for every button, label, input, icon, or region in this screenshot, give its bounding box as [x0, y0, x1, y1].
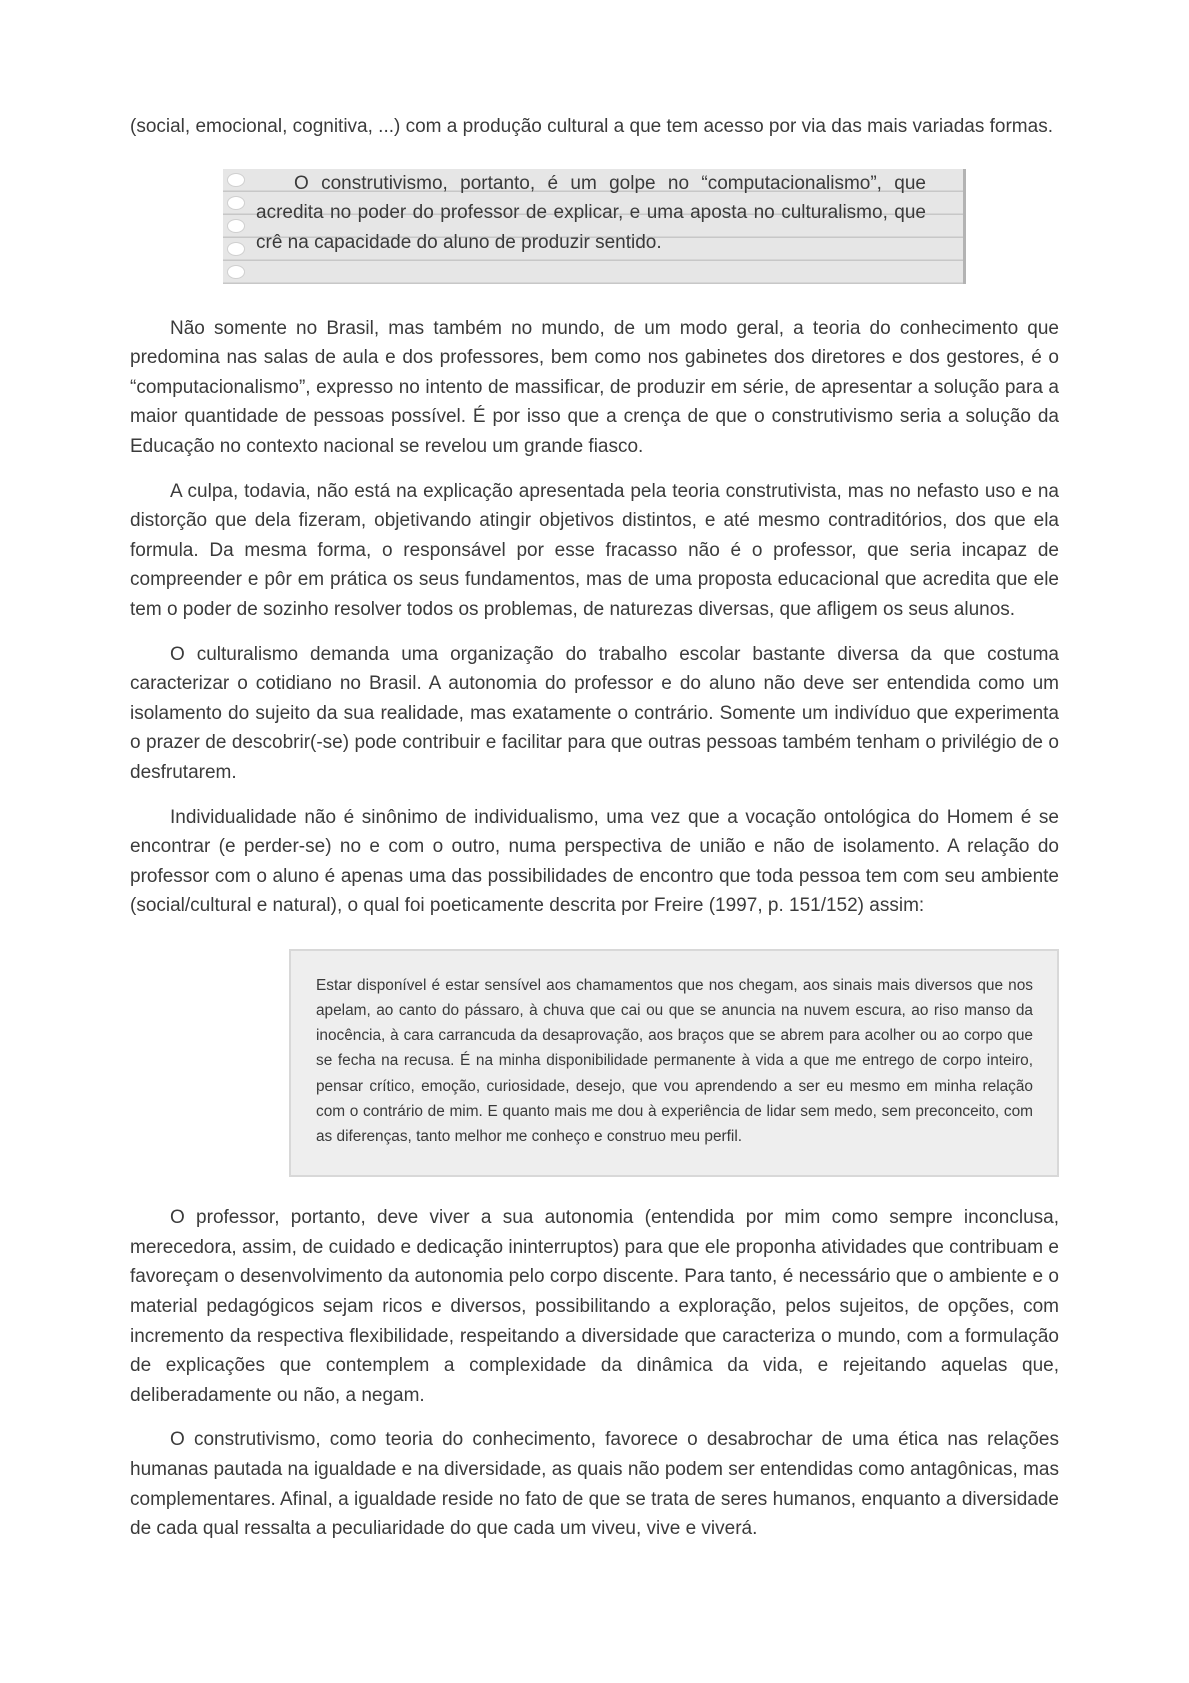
- freire-quote-box: [289, 949, 1059, 1177]
- paragraph-culturalismo: O culturalismo demanda uma organização do trabalho escolar bastante diversa da que costuma caracterizar o cotidiano no Brasil. A autonomia do professor e do aluno não deve ser entendida como um isolamento do sujeito da sua realidade, mas exatamente o contrário. Somente um indivíduo que experimenta o prazer de descobrir(-se) pode contribuir e facilitar para que outras pessoas também tenham o privilégio de o desfrutarem.: [130, 643, 1059, 783]
- highlight-note-box: [223, 169, 966, 284]
- paragraph-autonomia: O professor, portanto, deve viver a sua autonomia (entendida por mim como sempre inconclusa, merecedora, assim, de cuidado e dedicação ininterruptos) para que ele proponha atividades que contribuam e favoreçam o desenvolvimento da autonomia pelo corpo discente. Para tanto, é necessário que o ambiente e o material pedagógicos sejam ricos e diversos, possibilitando a exploração, pelos sujeitos, de opções, com incremento da respectiva flexibilidade, respeitando a diversidade que caracteriza o mundo, com a formulação de explicações que contemplem a complexidade da dinâmica da vida, e rejeitando aquelas que, deliberadamente ou não, a negam.: [130, 1207, 1059, 1406]
- paragraph-computacionalismo: Não somente no Brasil, mas também no mundo, de um modo geral, a teoria do conhecimento que predomina nas salas de aula e dos professores, bem como nos gabinetes dos diretores e dos gestores, é o “computacionalismo”, expresso no intento de massificar, de produzir em série, de apresentar a solução para a maior quantidade de pessoas possível. É por isso que a crença de que o construtivismo seria a solução da Educação no contexto nacional se revelou um grande fiasco.: [130, 317, 1059, 457]
- intro-paragraph: (social, emocional, cognitiva, ...) com a produção cultural a que tem acesso por via das mais variadas formas.: [130, 116, 1053, 137]
- notebook-rings-icon: [221, 169, 247, 284]
- paragraph-culpa: A culpa, todavia, não está na explicação apresentada pela teoria construtivista, mas no nefasto uso e na distorção que dela fizeram, objetivando atingir objetivos distintos, e até mesmo contraditórios, dos que ela formula. Da mesma forma, o responsável por esse fracasso não é o professor, que seria incapaz de compreender e pôr em prática os seus fundamentos, mas de uma proposta educacional que acredita que ele tem o poder de sozinho resolver todos os problemas, de naturezas diversas, que afligem os seus alunos.: [130, 480, 1059, 620]
- paragraph-etica: O construtivismo, como teoria do conhecimento, favorece o desabrochar de uma ética nas relações humanas pautada na igualdade e na diversidade, as quais não podem ser entendidas como antagônicas, mas complementares. Afinal, a igualdade reside no fato de que se trata de seres humanos, enquanto a diversidade de cada qual ressalta a peculiaridade do que cada um viveu, vive e viverá.: [130, 1429, 1059, 1540]
- freire-quote-text: Estar disponível é estar sensível aos chamamentos que nos chegam, aos sinais mais diversos que nos apelam, ao canto do pássaro, à chuva que cai ou que se anuncia na nuvem escura, ao riso manso da inocência, à cara carrancuda da desaprovação, aos braços que se abrem para acolher ou ao corpo que se fecha na recusa. É na minha disponibilidade permanente à vida a que me entrego de corpo inteiro, pensar crítico, emoção, curiosidade, desejo, que vou aprendendo a ser eu mesmo em minha relação com o contrário de mim. E quanto mais me dou à experiência de lidar sem medo, sem preconceito, com as diferenças, tanto melhor me conheço e construo meu perfil.: [316, 976, 1033, 1146]
- highlight-text: O construtivismo, portanto, é um golpe no “computacionalismo”, que acredita no poder do professor de explicar, e uma aposta no culturalismo, que crê na capacidade do aluno de produzir sentido.: [256, 172, 926, 253]
- paragraph-individualidade: Individualidade não é sinônimo de individualismo, uma vez que a vocação ontológica do Homem é se encontrar (e perder-se) no e com o outro, numa perspectiva de união e não de isolamento. A relação do professor com o aluno é apenas uma das possibilidades de encontro que toda pessoa tem com seu ambiente (social/cultural e natural), o qual foi poeticamente descrita por Freire (1997, p. 151/152) assim:: [130, 806, 1059, 917]
- document-page: [130, 112, 1059, 1559]
